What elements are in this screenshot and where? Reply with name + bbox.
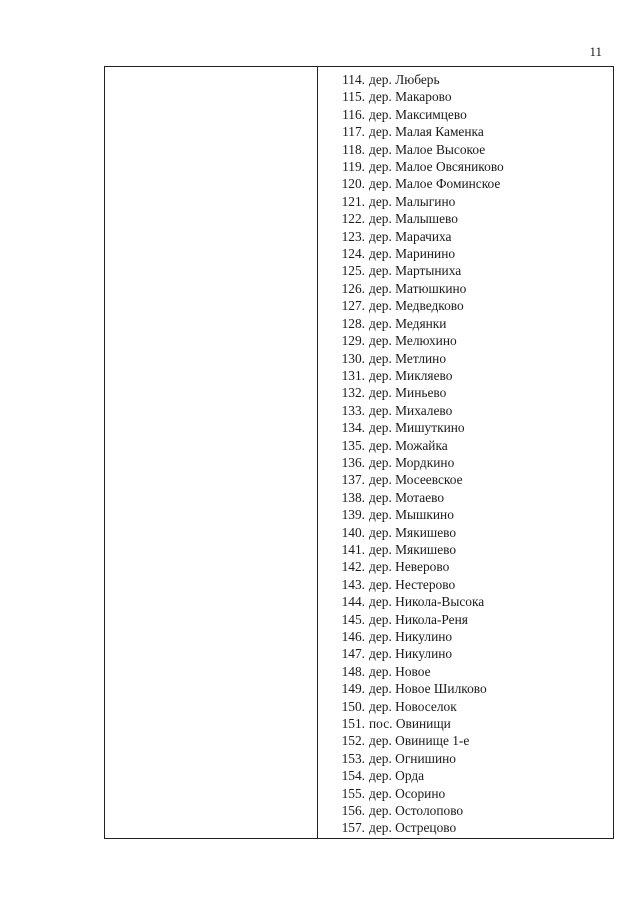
list-item-number: 117. bbox=[342, 124, 365, 140]
list-item bbox=[333, 576, 613, 593]
list-item-name: дер. Мишуткино bbox=[369, 420, 465, 436]
list-item-name: пос. Овинищи bbox=[369, 716, 451, 732]
list-item bbox=[333, 262, 613, 279]
list-item-name: дер. Новоселок bbox=[369, 698, 457, 714]
list-item-number: 124. bbox=[341, 246, 365, 262]
list-item-number: 150. bbox=[341, 698, 365, 714]
list-item bbox=[333, 384, 613, 401]
list-item bbox=[333, 715, 613, 732]
list-item-name: дер. Михалево bbox=[369, 402, 453, 418]
list-item-name: дер. Мякишево bbox=[369, 524, 457, 540]
list-item-name: дер. Остолопово bbox=[369, 803, 464, 819]
list-item-number: 132. bbox=[341, 385, 365, 401]
list-item bbox=[333, 541, 613, 558]
list-item bbox=[333, 785, 613, 802]
list-item-number: 137. bbox=[341, 472, 365, 488]
list-item bbox=[333, 732, 613, 749]
list-item-name: дер. Малышево bbox=[369, 211, 458, 227]
list-item-number: 149. bbox=[341, 681, 365, 697]
list-item bbox=[333, 419, 613, 436]
list-item-number: 123. bbox=[341, 228, 365, 244]
list-item bbox=[333, 88, 613, 105]
list-item bbox=[333, 628, 613, 645]
list-item bbox=[333, 698, 613, 715]
list-item-name: дер. Новое bbox=[369, 663, 431, 679]
list-item-number: 120. bbox=[341, 176, 365, 192]
list-item bbox=[333, 141, 613, 158]
list-item bbox=[333, 350, 613, 367]
list-item-number: 127. bbox=[341, 298, 365, 314]
list-item-name: дер. Мелюхино bbox=[369, 333, 457, 349]
list-item-name: дер. Нестерово bbox=[369, 576, 456, 592]
list-item bbox=[333, 593, 613, 610]
list-item-name: дер. Острецово bbox=[369, 820, 457, 836]
list-item-number: 134. bbox=[341, 420, 365, 436]
list-item-name: дер. Метлино bbox=[369, 350, 447, 366]
list-item-number: 138. bbox=[341, 489, 365, 505]
list-item-name: дер. Мордкино bbox=[369, 454, 455, 470]
list-item-name: дер. Медведково bbox=[369, 298, 464, 314]
list-item-number: 130. bbox=[341, 350, 365, 366]
list-item-name: дер. Маринино bbox=[369, 246, 456, 262]
list-item-name: дер. Новое Шилково bbox=[369, 681, 487, 697]
list-item-number: 135. bbox=[341, 437, 365, 453]
list-item-number: 157. bbox=[341, 820, 365, 836]
list-item-name: дер. Никулино bbox=[369, 646, 453, 662]
list-item-number: 133. bbox=[341, 402, 365, 418]
list-item-number: 146. bbox=[341, 629, 365, 644]
list-item-number: 156. bbox=[341, 803, 365, 819]
list-item bbox=[333, 645, 613, 662]
list-item-number: 154. bbox=[341, 768, 365, 784]
list-item-number: 152. bbox=[341, 733, 365, 749]
list-item bbox=[333, 245, 613, 262]
list-item-number: 114. bbox=[342, 72, 365, 87]
list-item-name: дер. Мышкино bbox=[369, 507, 454, 523]
list-item-name: дер. Никола-Реня bbox=[369, 611, 468, 627]
list-item-name: дер. Матюшкино bbox=[369, 280, 467, 296]
list-item-number: 136. bbox=[341, 454, 365, 470]
list-item bbox=[333, 489, 613, 506]
list-item-number: 116. bbox=[342, 106, 365, 122]
list-item bbox=[333, 819, 613, 836]
list-item-number: 122. bbox=[341, 211, 365, 227]
list-item bbox=[333, 506, 613, 523]
list-item-name: дер. Никола-Высока bbox=[369, 594, 485, 610]
list-item-number: 125. bbox=[341, 263, 365, 279]
list-item-name: дер. Марачиха bbox=[369, 228, 452, 244]
list-item bbox=[333, 280, 613, 297]
page-number: 11 bbox=[589, 44, 602, 59]
list-item-number: 121. bbox=[341, 193, 365, 209]
list-item-name: дер. Малое Высокое bbox=[369, 141, 486, 157]
list-item-name: дер. Люберь bbox=[369, 72, 440, 87]
list-item-number: 115. bbox=[342, 89, 365, 105]
list-item-name: дер. Овинище 1-е bbox=[369, 733, 470, 749]
list-item bbox=[333, 367, 613, 384]
list-item-number: 128. bbox=[341, 315, 365, 331]
settlement-list bbox=[318, 71, 613, 837]
list-item-number: 145. bbox=[341, 611, 365, 627]
list-item-number: 131. bbox=[341, 367, 365, 383]
list-item-number: 153. bbox=[341, 750, 365, 766]
list-item bbox=[333, 437, 613, 454]
list-item-name: дер. Орда bbox=[369, 768, 425, 784]
list-item-number: 141. bbox=[341, 541, 365, 557]
settlement-table bbox=[104, 66, 614, 839]
list-item-number: 143. bbox=[341, 576, 365, 592]
list-item bbox=[333, 402, 613, 419]
list-item bbox=[333, 297, 613, 314]
list-item-name: дер. Осорино bbox=[369, 785, 446, 801]
list-item bbox=[333, 611, 613, 628]
list-item-name: дер. Максимцево bbox=[369, 106, 467, 122]
list-item bbox=[333, 158, 613, 175]
list-item-number: 118. bbox=[342, 141, 365, 157]
list-item-name: дер. Медянки bbox=[369, 315, 447, 331]
list-item-name: дер. Миньево bbox=[369, 385, 447, 401]
list-item-name: дер. Малая Каменка bbox=[369, 124, 484, 140]
list-item bbox=[333, 175, 613, 192]
list-item bbox=[333, 558, 613, 575]
list-item-name: дер. Малое Фоминское bbox=[369, 176, 501, 192]
list-item bbox=[333, 123, 613, 140]
list-item bbox=[333, 524, 613, 541]
list-item-name: дер. Малое Овсяниково bbox=[369, 159, 504, 175]
list-item bbox=[333, 210, 613, 227]
list-item bbox=[333, 680, 613, 697]
list-item-number: 151. bbox=[341, 716, 365, 732]
table-left-column bbox=[105, 67, 318, 838]
list-item bbox=[333, 106, 613, 123]
list-item-name: дер. Огнишино bbox=[369, 750, 456, 766]
list-item-number: 140. bbox=[341, 524, 365, 540]
list-item-name: дер. Малыгино bbox=[369, 193, 456, 209]
list-item bbox=[333, 750, 613, 767]
list-item bbox=[333, 802, 613, 819]
list-item-number: 147. bbox=[341, 646, 365, 662]
list-item bbox=[333, 767, 613, 784]
list-item bbox=[333, 471, 613, 488]
list-item-name: дер. Можайка bbox=[369, 437, 448, 453]
list-item bbox=[333, 228, 613, 245]
list-item-number: 126. bbox=[341, 280, 365, 296]
list-item-name: дер. Мякишево bbox=[369, 541, 457, 557]
list-item-name: дер. Неверово bbox=[369, 559, 450, 575]
list-item-name: дер. Мартыниха bbox=[369, 263, 462, 279]
list-item bbox=[333, 315, 613, 332]
list-item-number: 129. bbox=[341, 333, 365, 349]
list-item bbox=[333, 71, 613, 88]
list-item-number: 148. bbox=[341, 663, 365, 679]
list-item-name: дер. Никулино bbox=[369, 629, 453, 644]
list-item-number: 144. bbox=[341, 594, 365, 610]
list-item-name: дер. Мосеевское bbox=[369, 472, 463, 488]
list-item-number: 155. bbox=[341, 785, 365, 801]
list-item-number: 139. bbox=[341, 507, 365, 523]
list-item-name: дер. Мотаево bbox=[369, 489, 445, 505]
list-item bbox=[333, 454, 613, 471]
list-item bbox=[333, 332, 613, 349]
list-item bbox=[333, 663, 613, 680]
list-item-name: дер. Микляево bbox=[369, 367, 453, 383]
list-item bbox=[333, 193, 613, 210]
list-item-number: 142. bbox=[341, 559, 365, 575]
list-item-number: 119. bbox=[342, 159, 365, 175]
list-item-name: дер. Макарово bbox=[369, 89, 452, 105]
